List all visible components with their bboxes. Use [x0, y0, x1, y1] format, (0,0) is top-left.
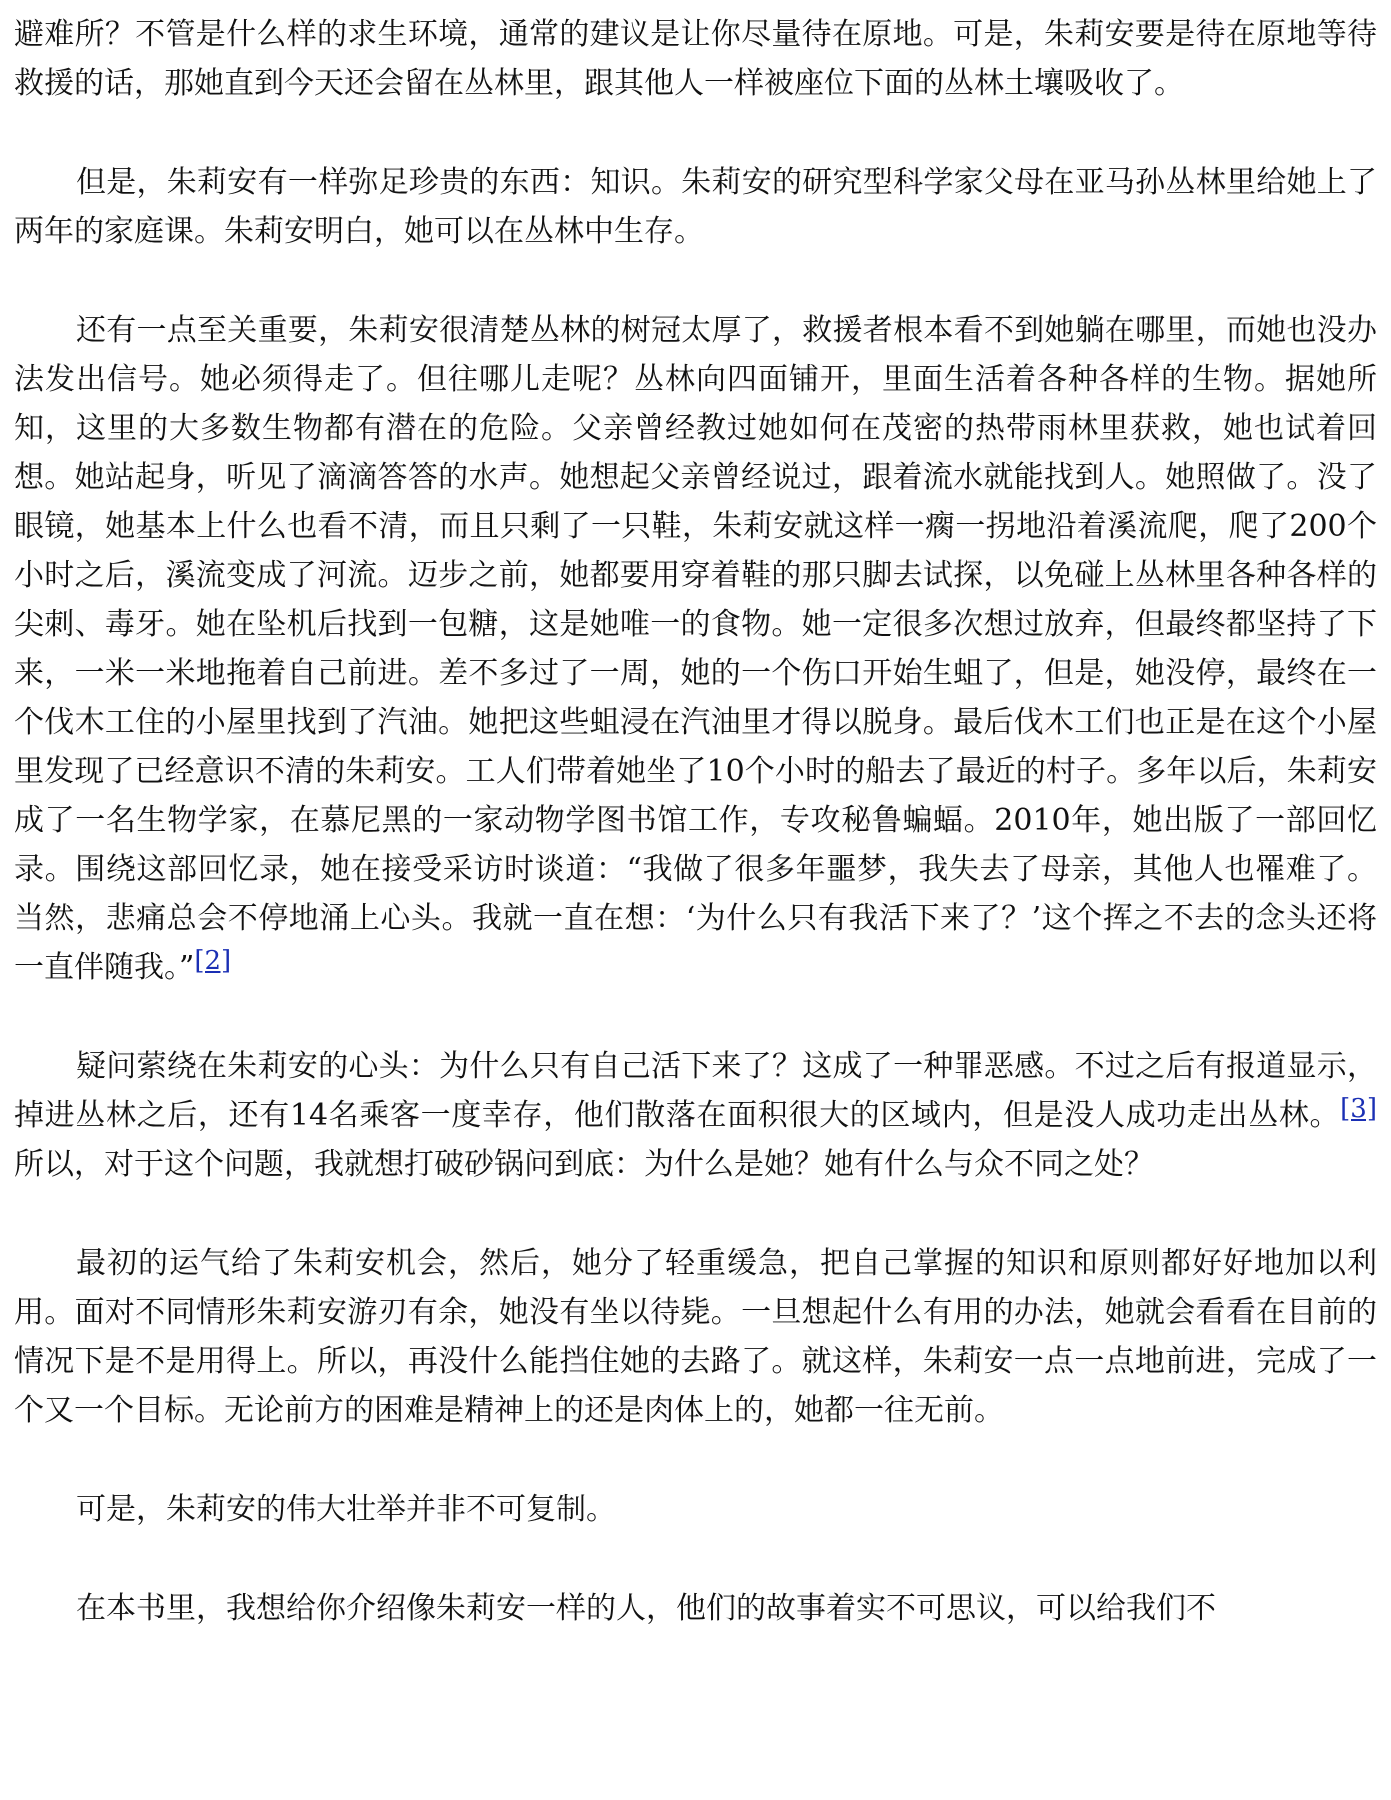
footnote-link-2[interactable]: [2] — [194, 946, 232, 976]
paragraph-text: 还有一点至关重要，朱莉安很清楚丛林的树冠太厚了，救援者根本看不到她躺在哪里，而她也没办法发出信号。她必须得走了。但往哪儿走呢？丛林向四面铺开，里面生活着各种各样的生物。据她所知，这里的大多数生物都有潜在的危险。父亲曾经教过她如何在茂密的热带雨林里获救，她也试着回想。她站起身，听见了滴滴答答的水声。她想起父亲曾经说过，跟着流水就能找到人。她照做了。没了眼镜，她基本上什么也看不清，而且只剩了一只鞋，朱莉安就这样一瘸一拐地沿着溪流爬，爬了200个小时之后，溪流变成了河流。迈步之前，她都要用穿着鞋的那只脚去试探，以免碰上丛林里各种各样的尖刺、毒牙。她在坠机后找到一包糖，这是她唯一的食物。她一定很多次想过放弃，但最终都坚持了下来，一米一米地拖着自己前进。差不多过了一周，她的一个伤口开始生蛆了，但是，她没停，最终在一个伐木工住的小屋里找到了汽油。她把这些蛆浸在汽油里才得以脱身。最后伐木工们也正是在这个小屋里发现了已经意识不清的朱莉安。工人们带着她坐了10个小时的船去了最近的村子。多年以后，朱莉安成了一名生物学家，在慕尼黑的一家动物学图书馆工作，专攻秘鲁蝙蝠。2010年，她出版了一部回忆录。围绕这部回忆录，她在接受采访时谈道：“我做了很多年噩梦，我失去了母亲，其他人也罹难了。当然，悲痛总会不停地涌上心头。我就一直在想：‘为什么只有我活下来了？’这个挥之不去的念头还将一直伴随我。” — [14, 313, 1377, 985]
paragraph-text: 在本书里，我想给你介绍像朱莉安一样的人，他们的故事着实不可思议，可以给我们不 — [76, 1591, 1216, 1626]
paragraph-3 — [14, 306, 1377, 992]
paragraph-7 — [14, 1584, 1377, 1633]
paragraph-text: 疑问萦绕在朱莉安的心头：为什么只有自己活下来了？这成了一种罪恶感。不过之后有报道显示，掉进丛林之后，还有14名乘客一度幸存，他们散落在面积很大的区域内，但是没人成功走出丛林。 — [14, 1049, 1377, 1133]
paragraph-4 — [14, 1042, 1377, 1189]
paragraph-text: 可是，朱莉安的伟大壮举并非不可复制。 — [76, 1492, 616, 1527]
paragraph-2 — [14, 158, 1377, 256]
paragraph-5 — [14, 1239, 1377, 1435]
footnote-link-3[interactable]: [3] — [1340, 1094, 1377, 1124]
paragraph-text: 所以，对于这个问题，我就想打破砂锅问到底：为什么是她？她有什么与众不同之处？ — [14, 1147, 1154, 1182]
paragraph-text: 避难所？不管是什么样的求生环境，通常的建议是让你尽量待在原地。可是，朱莉安要是待在原地等待救援的话，那她直到今天还会留在丛林里，跟其他人一样被座位下面的丛林土壤吸收了。 — [14, 17, 1377, 101]
paragraph-text: 最初的运气给了朱莉安机会，然后，她分了轻重缓急，把自己掌握的知识和原则都好好地加以利用。面对不同情形朱莉安游刃有余，她没有坐以待毙。一旦想起什么有用的办法，她就会看看在目前的情况下是不是用得上。所以，再没什么能挡住她的去路了。就这样，朱莉安一点一点地前进，完成了一个又一个目标。无论前方的困难是精神上的还是肉体上的，她都一往无前。 — [14, 1246, 1377, 1428]
paragraph-6 — [14, 1485, 1377, 1534]
paragraph-1 — [14, 10, 1377, 108]
paragraph-text: 但是，朱莉安有一样弥足珍贵的东西：知识。朱莉安的研究型科学家父母在亚马孙丛林里给她上了两年的家庭课。朱莉安明白，她可以在丛林中生存。 — [14, 165, 1377, 249]
